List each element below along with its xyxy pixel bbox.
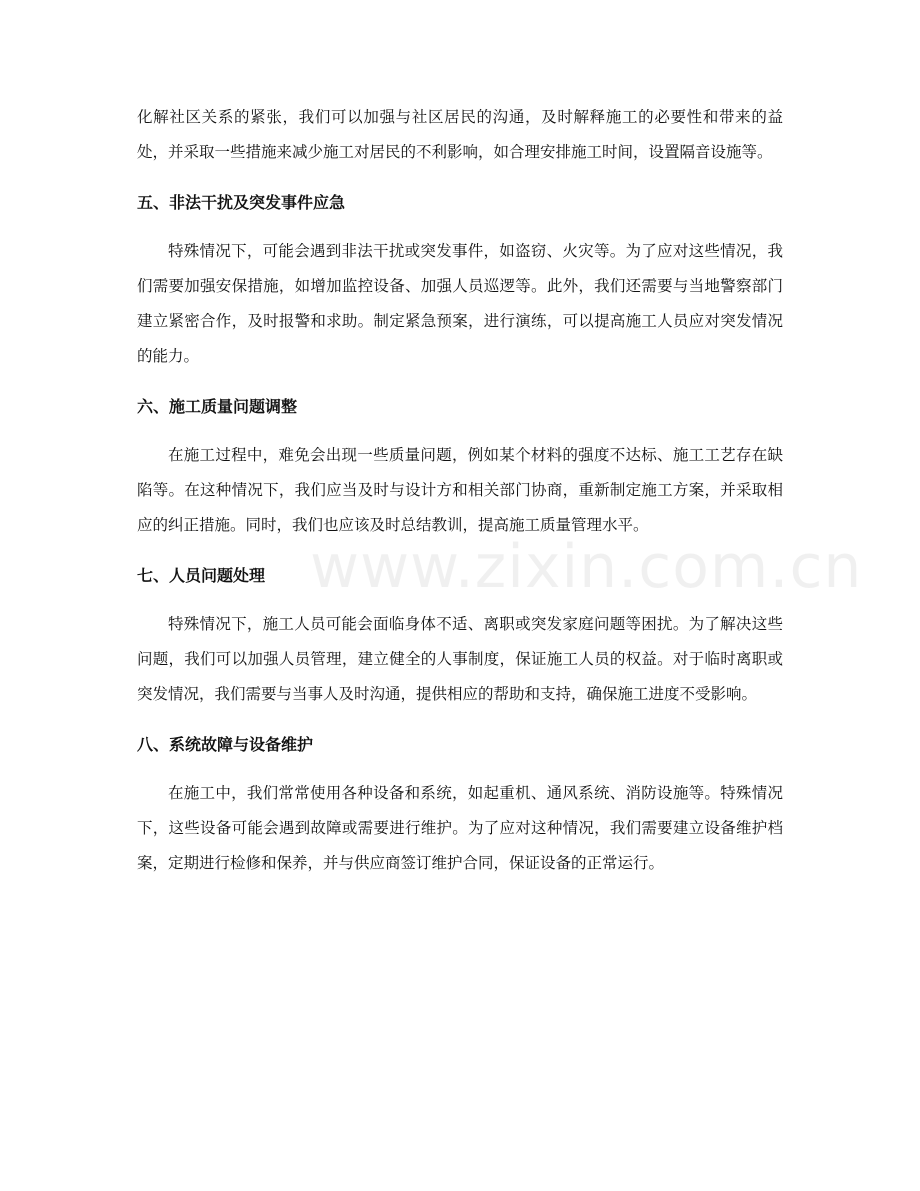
section-body-8: 在施工中，我们常常使用各种设备和系统，如起重机、通风系统、消防设施等。特殊情况下，这些设备可能会遇到故障或需要进行维护。为了应对这种情况，我们需要建立设备维护档案，定期进行检修和保养，并与供应商签订维护合同，保证设备的正常运行。 xyxy=(137,784,783,872)
section-body-5: 特殊情况下，可能会遇到非法干扰或突发事件，如盗窃、火灾等。为了应对这些情况，我们需要加强安保措施，如增加监控设备、加强人员巡逻等。此外，我们还需要与当地警察部门建立紧密合作，及时报警和求助。制定紧急预案，进行演练，可以提高施工人员应对突发情况的能力。 xyxy=(137,242,783,365)
section-heading-7: 七、人员问题处理 xyxy=(137,566,266,585)
section-heading-5: 五、非法干扰及突发事件应急 xyxy=(137,193,346,212)
section-body-6: 在施工过程中，难免会出现一些质量问题，例如某个材料的强度不达标、施工工艺存在缺陷等。在这种情况下，我们应当及时与设计方和相关部门协商，重新制定施工方案，并采取相应的纠正措施。同时，我们也应该及时总结教训，提高施工质量管理水平。 xyxy=(137,446,783,534)
section-body-7: 特殊情况下，施工人员可能会面临身体不适、离职或突发家庭问题等困扰。为了解决这些问题，我们可以加强人员管理，建立健全的人事制度，保证施工人员的权益。对于临时离职或突发情况，我们需要与当事人及时沟通，提供相应的帮助和支持，确保施工进度不受影响。 xyxy=(137,615,783,703)
section-heading-8: 八、系统故障与设备维护 xyxy=(137,735,314,754)
document-body xyxy=(137,100,783,881)
section-heading-6: 六、施工质量问题调整 xyxy=(137,397,298,416)
intro-paragraph: 化解社区关系的紧张，我们可以加强与社区居民的沟通，及时解释施工的必要性和带来的益处，并采取一些措施来减少施工对居民的不利影响，如合理安排施工时间，设置隔音设施等。 xyxy=(137,108,783,161)
watermark: www.zixin.com.cn xyxy=(310,532,863,602)
